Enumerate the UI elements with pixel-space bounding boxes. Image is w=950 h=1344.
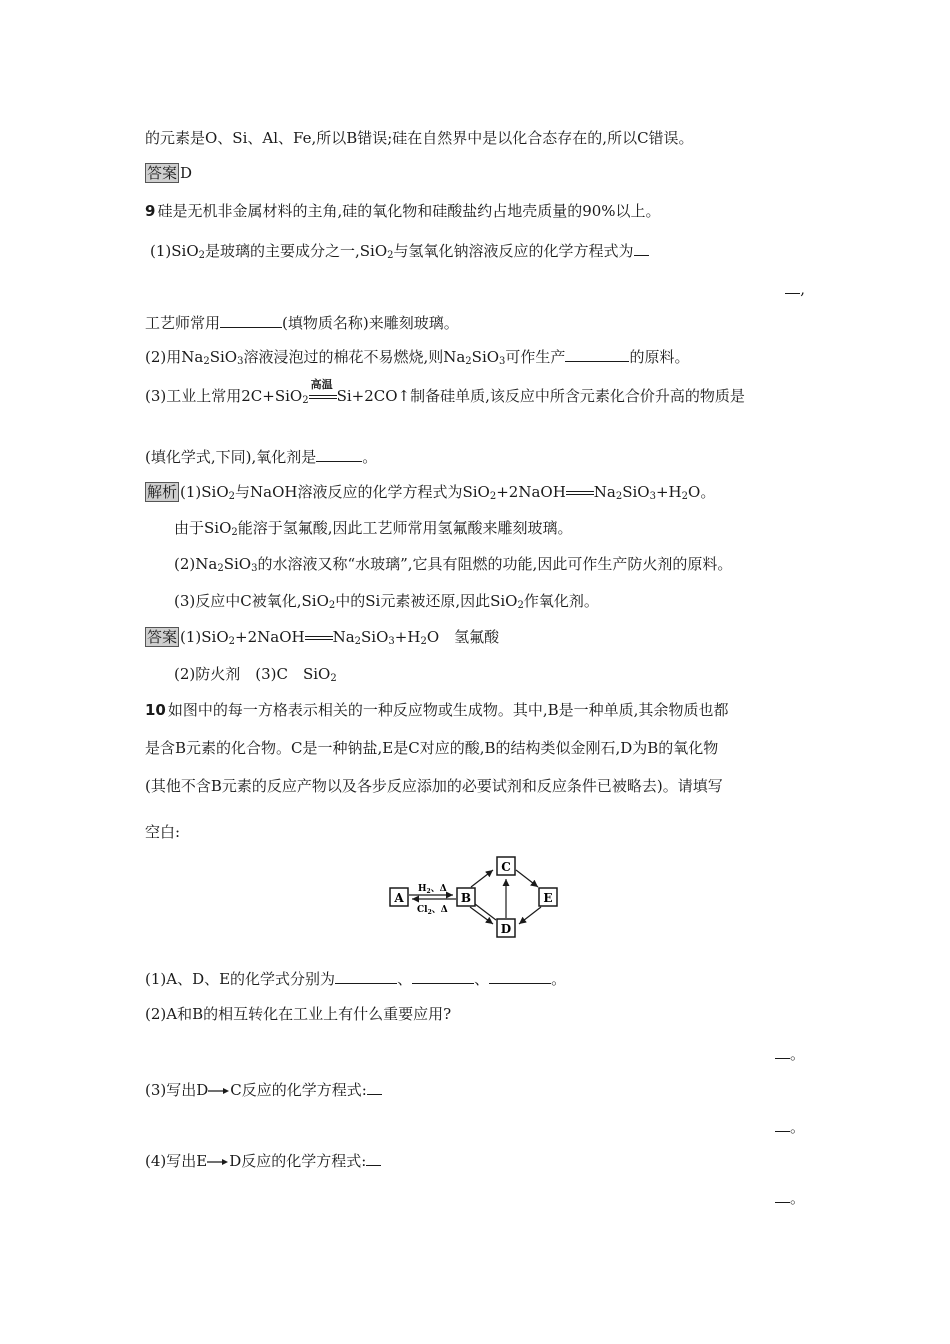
text-line: 的元素是O、Si、Al、Fe,所以B错误;硅在自然界中是以化合态存在的,所以C错误。 [145, 129, 694, 147]
answer-blank[interactable] [367, 1079, 382, 1095]
question-10-part-3: (3)写出D C反应的化学方程式: [145, 1079, 382, 1100]
question-9-stem: 9 硅是无机非金属材料的主角,硅的氧化物和硅酸盐约占地壳质量的90%以上。 [145, 202, 661, 220]
svg-text:B: B [460, 891, 472, 905]
explanation-line: 由于SiO$_2$能溶于氢氟酸,因此工艺师常用氢氟酸来雕刻玻璃。 [174, 519, 573, 538]
svg-text:A: A [394, 891, 404, 905]
answer-blank-a[interactable] [335, 968, 397, 984]
explanation-line: (3)反应中C被氧化,SiO$_2$中的Si元素被还原,因此SiO$_2$作氧化剂。 [174, 592, 599, 611]
question-9-part-1: (1)SiO$_2$是玻璃的主要成分之一,SiO$_2$与氢氧化钠溶液反应的化学方程式为 [150, 240, 649, 261]
question-9-part-3-cont: (填化学式,下同),氧化剂是 。 [145, 448, 378, 466]
answer-blank[interactable] [634, 240, 649, 256]
arrow-b-to-d-second [475, 904, 496, 920]
question-number: 9 [145, 202, 156, 220]
svg-text:E: E [543, 891, 553, 905]
answer-blank[interactable] [775, 1187, 790, 1203]
svg-text:C: C [501, 860, 511, 874]
question-9-part-1-cont: 工艺师常用 (填物质名称)来雕刻玻璃。 [145, 314, 459, 332]
answer-line: (2)防火剂 (3)C SiO$_2$ [174, 665, 337, 684]
question-10-stem: (其他不含B元素的反应产物以及各步反应添加的必要试剂和反应条件已被略去)。请填写 [145, 777, 723, 795]
answer-blank[interactable] [565, 346, 629, 362]
question-10-stem: 空白: [145, 823, 181, 841]
reaction-equals-sign [305, 633, 333, 643]
explanation-line: 解析 (1)SiO$_2$与NaOH溶液反应的化学方程式为SiO$_2$+2NaOH $Na_2SiO_3+H_2O$。 [147, 483, 716, 502]
reaction-diagram [385, 852, 575, 944]
question-10-part-4-blank-end: 。 [775, 1187, 805, 1208]
answer-blank[interactable] [316, 446, 362, 462]
node-e [539, 888, 557, 906]
question-10-part-4: (4)写出E D反应的化学方程式: [145, 1150, 381, 1171]
node-a [390, 888, 408, 906]
reaction-equals-sign [309, 378, 337, 402]
explanation-line: $(2)Na_2SiO_3$的水溶液又称“水玻璃”,它具有阻燃的功能,因此可作生产防火剂的原料。 [174, 555, 733, 574]
node-d [497, 919, 515, 937]
answer-blank[interactable] [785, 278, 800, 294]
answer-blank[interactable] [366, 1150, 381, 1166]
node-b [457, 888, 475, 906]
answer-tag: 答案 [147, 628, 178, 646]
answer-blank-d[interactable] [412, 968, 474, 984]
answer-blank[interactable] [775, 1043, 790, 1059]
question-9-part-3: (3)工业上常用2C+SiO$_2$ 高温 Si+2CO↑制备硅单质,该反应中所含元素化合价升高的物质是 [145, 386, 745, 406]
question-10-part-2-blank-end: 。 [775, 1043, 805, 1064]
answer-blank[interactable] [220, 312, 282, 328]
label-cl2: $Cl_2$、Δ [417, 905, 448, 916]
reaction-equals-sign [566, 488, 594, 498]
answer-blank[interactable] [775, 1116, 790, 1132]
question-10-part-3-blank-end: 。 [775, 1116, 805, 1137]
right-arrow-icon [208, 1085, 230, 1097]
arrow-c-to-e [516, 870, 538, 887]
question-number: 10 [145, 701, 166, 719]
arrow-e-to-d [519, 907, 541, 924]
question-10-part-2: (2)A和B的相互转化在工业上有什么重要应用? [145, 1005, 452, 1023]
question-9-part-2: (2)用$Na_2SiO_3$溶液浸泡过的棉花不易燃烧,则$Na_2SiO_3$可作生产 的原料。 [145, 348, 690, 367]
label-h2: $H_2$、Δ [418, 884, 447, 895]
arrow-b-to-c [471, 870, 493, 887]
reaction-condition: 高温 [310, 378, 333, 391]
explanation-tag: 解析 [147, 483, 178, 501]
question-10-stem: 10 如图中的每一方格表示相关的一种反应物或生成物。其中,B是一种单质,其余物质也都 [145, 701, 729, 719]
question-9-part-1-blank-end: , [785, 278, 805, 299]
right-arrow-icon [207, 1156, 229, 1168]
node-c [497, 857, 515, 875]
answer-line: 答案 (1)SiO$_2$+2NaOH $Na_2SiO_3+H_2O$ 氢氟酸 [147, 628, 500, 647]
svg-text:D: D [500, 922, 512, 936]
answer-line: 答案 D [147, 164, 193, 182]
answer-blank-e[interactable] [489, 968, 551, 984]
question-10-part-1: (1)A、D、E的化学式分别为 、 、 。 [145, 970, 567, 988]
answer-tag: 答案 [147, 164, 178, 182]
question-10-stem: 是含B元素的化合物。C是一种钠盐,E是C对应的酸,B的结构类似金刚石,D为B的氧化物 [145, 739, 719, 757]
